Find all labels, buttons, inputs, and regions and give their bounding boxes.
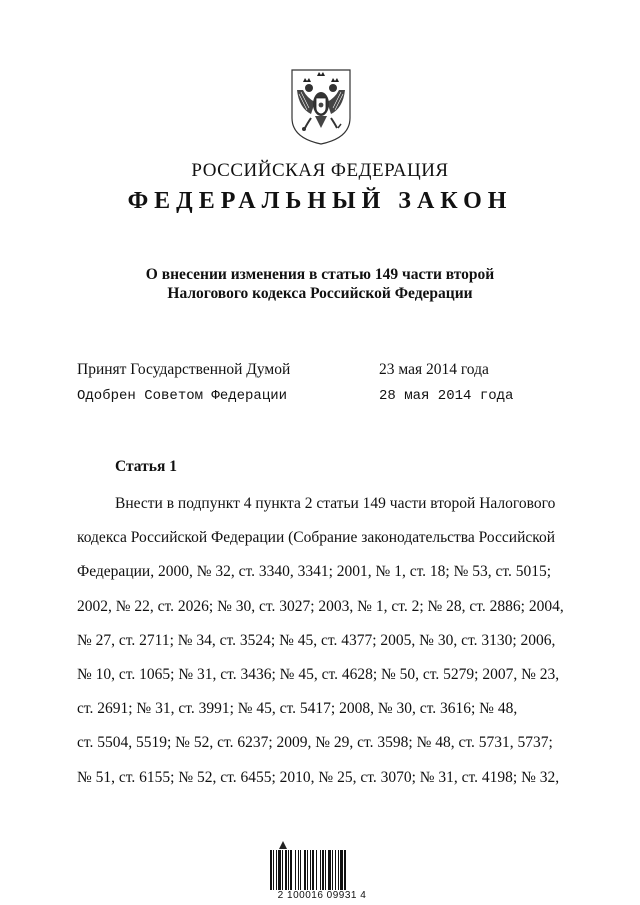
article-line: Внести в подпункт 4 пункта 2 статьи 149 части второй Налогового xyxy=(115,495,556,512)
adoption-council-row xyxy=(77,388,557,408)
article-line: Федерации, 2000, № 32, ст. 3340, 3341; 2001, № 1, ст. 18; № 53, ст. 5015; xyxy=(77,563,552,581)
adoption-duma-row xyxy=(77,361,557,381)
article-line: кодекса Российской Федерации (Собрание законодательства Российской xyxy=(77,529,556,547)
adoption-duma-label: Принят Государственной Думой xyxy=(77,361,291,378)
barcode-icon xyxy=(270,850,374,890)
law-title xyxy=(0,265,640,303)
adoption-duma-date: 23 мая 2014 года xyxy=(379,361,489,378)
country-heading: РОССИЙСКАЯ ФЕДЕРАЦИЯ xyxy=(191,160,449,181)
article-heading: Статья 1 xyxy=(115,458,177,475)
adoption-council-date: 28 мая 2014 года xyxy=(379,388,514,404)
document-type-heading: ФЕДЕРАЛЬНЫЙ ЗАКОН xyxy=(127,188,513,214)
coat-of-arms-emblem xyxy=(289,68,353,146)
article-line: № 51, ст. 6155; № 52, ст. 6455; 2010, № 25, ст. 3070; № 31, ст. 4198; № 32, xyxy=(77,768,560,786)
article-body xyxy=(77,487,564,795)
law-title-line-2: Налогового кодекса Российской Федерации xyxy=(167,285,473,302)
article-line: № 27, ст. 2711; № 34, ст. 3524; № 45, ст. 4377; 2005, № 30, ст. 3130; 2006, xyxy=(77,631,556,649)
adoption-council-label: Одобрен Советом Федерации xyxy=(77,388,288,404)
barcode-mark-icon xyxy=(278,840,288,850)
coat-of-arms-icon xyxy=(289,68,353,146)
law-title-line-1: О внесении изменения в статью 149 части второй xyxy=(145,266,495,283)
article-line: ст. 5504, 5519; № 52, ст. 6237; 2009, № 29, ст. 3598; № 48, ст. 5731, 5737; xyxy=(77,734,553,752)
article-line: ст. 2691; № 31, ст. 3991; № 45, ст. 5417; 2008, № 30, ст. 3616; № 48, xyxy=(77,700,518,718)
article-line: № 10, ст. 1065; № 31, ст. 3436; № 45, ст. 4628; № 50, ст. 5279; 2007, № 23, xyxy=(77,665,560,683)
article-line: 2002, № 22, ст. 2026; № 30, ст. 3027; 2003, № 1, ст. 2; № 28, ст. 2886; 2004, xyxy=(77,597,564,615)
barcode-block xyxy=(262,840,382,900)
barcode-number: 2 100016 09931 4 xyxy=(277,890,367,901)
